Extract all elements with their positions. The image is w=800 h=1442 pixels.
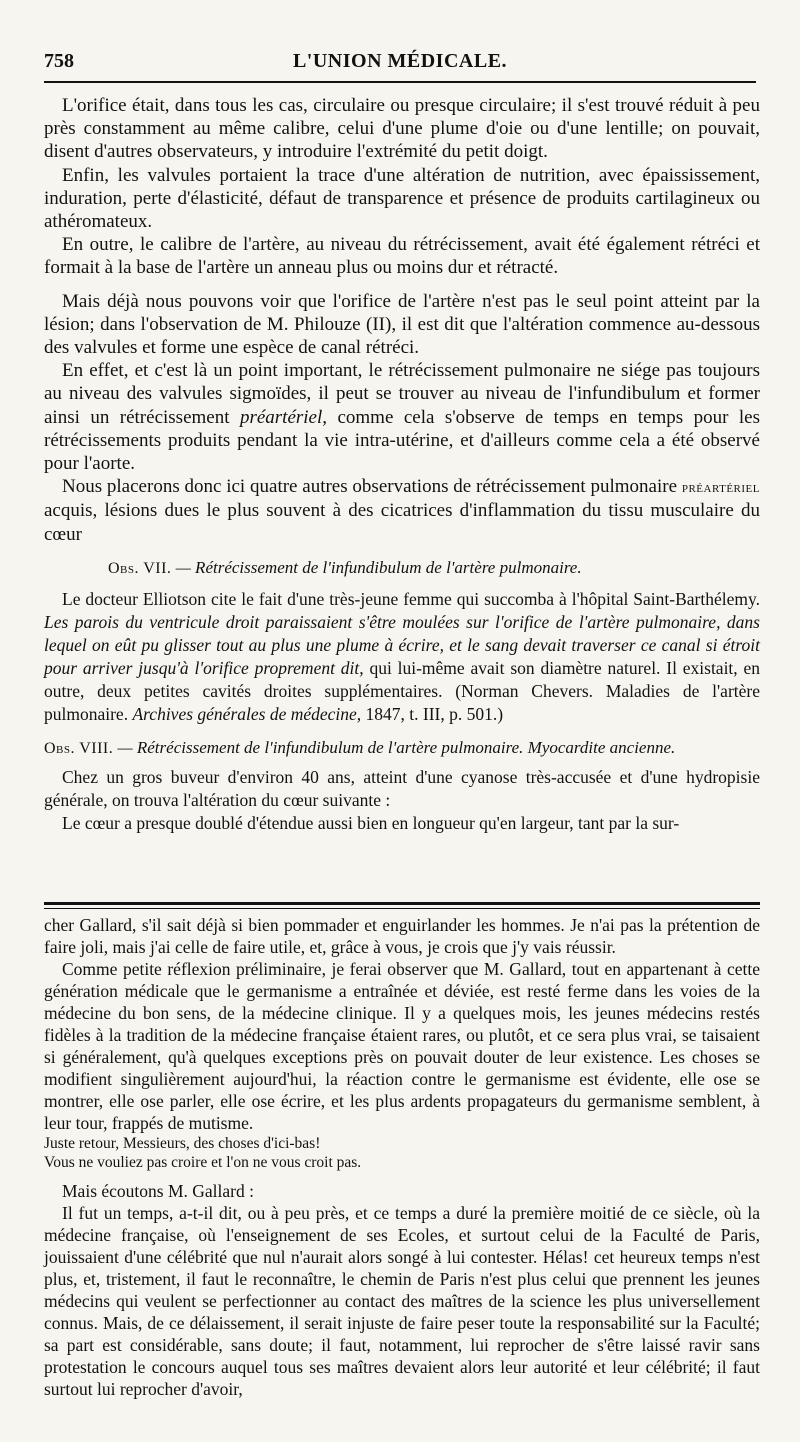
verse-line: Juste retour, Messieurs, des choses d'ici-bas! [44,1135,321,1152]
paragraph: Le cœur a presque doublé d'étendue aussi bien en longueur qu'en largeur, tant par la sur- [62,813,680,834]
paragraph: Il fut un temps, a-t-il dit, ou à peu près, et ce temps a duré la première moitié de ce siècle, où la médecine française, où l'enseignement de ses Ecoles, et surtout celui de la Faculté de Paris, jouissaient d'une célébrité que nul n'aurait alors songé à lui contester. Hélas! cet heureux temps n'est plus, et, tristement, il faut le reconnaître, le chemin de Paris n'est plus celui que prennent les jeunes médecins qui veulent se perfectionner au contact des maîtres de la science les plus universellement connus. Mais, de ce délaissement, il serait injuste de faire peser toute la responsabilité sur la Faculté; sa part est considérable, sans doute; il faut, notamment, lui reprocher de s'être laissé ravir sans protestation le concours auquel tous ses maîtres devaient alors leur autorité et leur célébrité; il faut surtout lui reprocher d'avoir, [44,1203,760,1399]
text-run: Nous placerons donc ici quatre autres observations de rétrécissement pulmonaire [62,476,682,498]
paragraph: Chez un gros buveur d'environ 40 ans, atteint d'une cyanose très-accusée et d'une hydropisie générale, on trouva l'altération du cœur suivante : [44,767,760,811]
paragraph: L'orifice était, dans tous les cas, circulaire ou presque circulaire; il s'est trouvé réduit à peu près constamment au même calibre, celui d'une plume d'oie ou d'une lentille; on pouvait, disent d'autres observateurs, y introduire l'extrémité du petit doigt. [44,95,760,163]
paragraph [44,588,760,726]
paragraph: Mais déjà nous pouvons voir que l'orifice de l'artère n'est pas le seul point atteint par la lésion; dans l'observation de M. Philouze (II), il est dit que l'altération commence au-dessous des valvules et forme une espèce de canal rétréci. [44,290,760,359]
feuilleton-rule [44,902,760,905]
text-run: En effet, et c'est là un point important, le rétrécissement pulmonaire ne siége pas toujours au niveau des valvules sigmoïdes, il peut se trouver au niveau de l'infundibulum et former ainsi un rétrécissement [44,360,760,428]
verse-quote [44,1134,760,1172]
observation-label: Obs. VII. [108,559,172,577]
header-rule [44,81,756,83]
observation-heading [44,736,760,760]
journal-title: L'UNION MÉDICALE. [292,50,508,72]
text-run: acquis, lésions dues le plus souvent à des cicatrices d'inflammation du tissu musculaire du cœur [44,500,760,545]
feuilleton-column [44,914,760,1400]
page-header [44,46,756,78]
paragraph: Enfin, les valvules portaient la trace d'une altération de nutrition, avec épaississement, induration, perte d'élasticité, défaut de transparence et présence de produits cartilagineux ou athéromateux. [44,164,760,233]
text-run: 1847, t. III, p. 501.) [361,704,504,725]
observation-title: — Rétrécissement de l'infundibulum de l'artère pulmonaire. [175,557,582,577]
feuilleton-rule-thin [44,908,760,909]
italic-quote: Les parois du ventricule droit paraissaient s'être moulées sur l'orifice de l'artère pulmonaire, dans lequel on eût pu glisser tout au plus une plume à écrire, et le sang devait traverser ce canal si étroit pour arriver jusqu'à l'orifice proprement dit, [44,612,760,679]
observation-title: — Rétrécissement de l'infundibulum de l'artère pulmonaire. Myocardite ancienne. [117,738,676,758]
italic-citation: Archives générales de médecine, [132,704,362,725]
paragraph: Mais écoutons M. Gallard : [62,1181,254,1201]
verse-line: Vous ne vouliez pas croire et l'on ne vous croit pas. [44,1154,362,1171]
observation-label: Obs. VIII. [44,740,114,758]
page-number: 758 [44,50,74,72]
small-caps-term: préartériel [681,479,760,497]
text-run: comme cela s'observe de temps en temps pour les rétrécissements produits pendant la vie intra-utérine, et d'ailleurs comme cela a été observé pour l'aorte. [44,406,761,475]
italic-term: préartériel, [239,406,328,428]
text-run: qui lui-même avait son diamètre naturel. Il existait, en outre, deux petites cavités droites supplémentaires. (Norman Chevers. Maladies de l'artère pulmonaire. [44,658,761,725]
paragraph: Comme petite réflexion préliminaire, je ferai observer que M. Gallard, tout en appartenant à cette génération médicale que le germanisme a entraînée et déviée, est resté ferme dans les voies de la médecine du bon sens, de la médecine clinique. Il y a quelques mois, les jeunes médecins restés fidèles à la tradition de la médecine française étaient rares, ou plutôt, et ce sera plus vrai, se taisaient si généralement, qu'à quelques exceptions près on pouvait douter de leur existence. Les choses se modifient singulièrement aujourd'hui, la réaction contre le germanisme est évidente, elle ose se montrer, elle ose parler, elle ose écrire, et les plus ardents propagateurs du germanisme semblent, à leur tour, frappés de mutisme. [44,959,760,1133]
paragraph: cher Gallard, s'il sait déjà si bien pommader et enguirlander les hommes. Je n'ai pas la prétention de faire joli, mais j'ai celle de faire utile, et, grâce à vous, je crois que j'y vais réussir. [44,915,760,957]
paragraph [44,475,760,546]
text-run: Le docteur Elliotson cite le fait d'une très-jeune femme qui succomba à l'hôpital Saint-Barthélemy. [62,589,760,610]
paragraph: En outre, le calibre de l'artère, au niveau du rétrécissement, avait été également rétréci et formait à la base de l'artère un anneau plus ou moins dur et rétracté. [44,234,760,279]
article-column [44,94,760,835]
observation-heading [44,556,760,580]
paragraph [44,359,760,475]
